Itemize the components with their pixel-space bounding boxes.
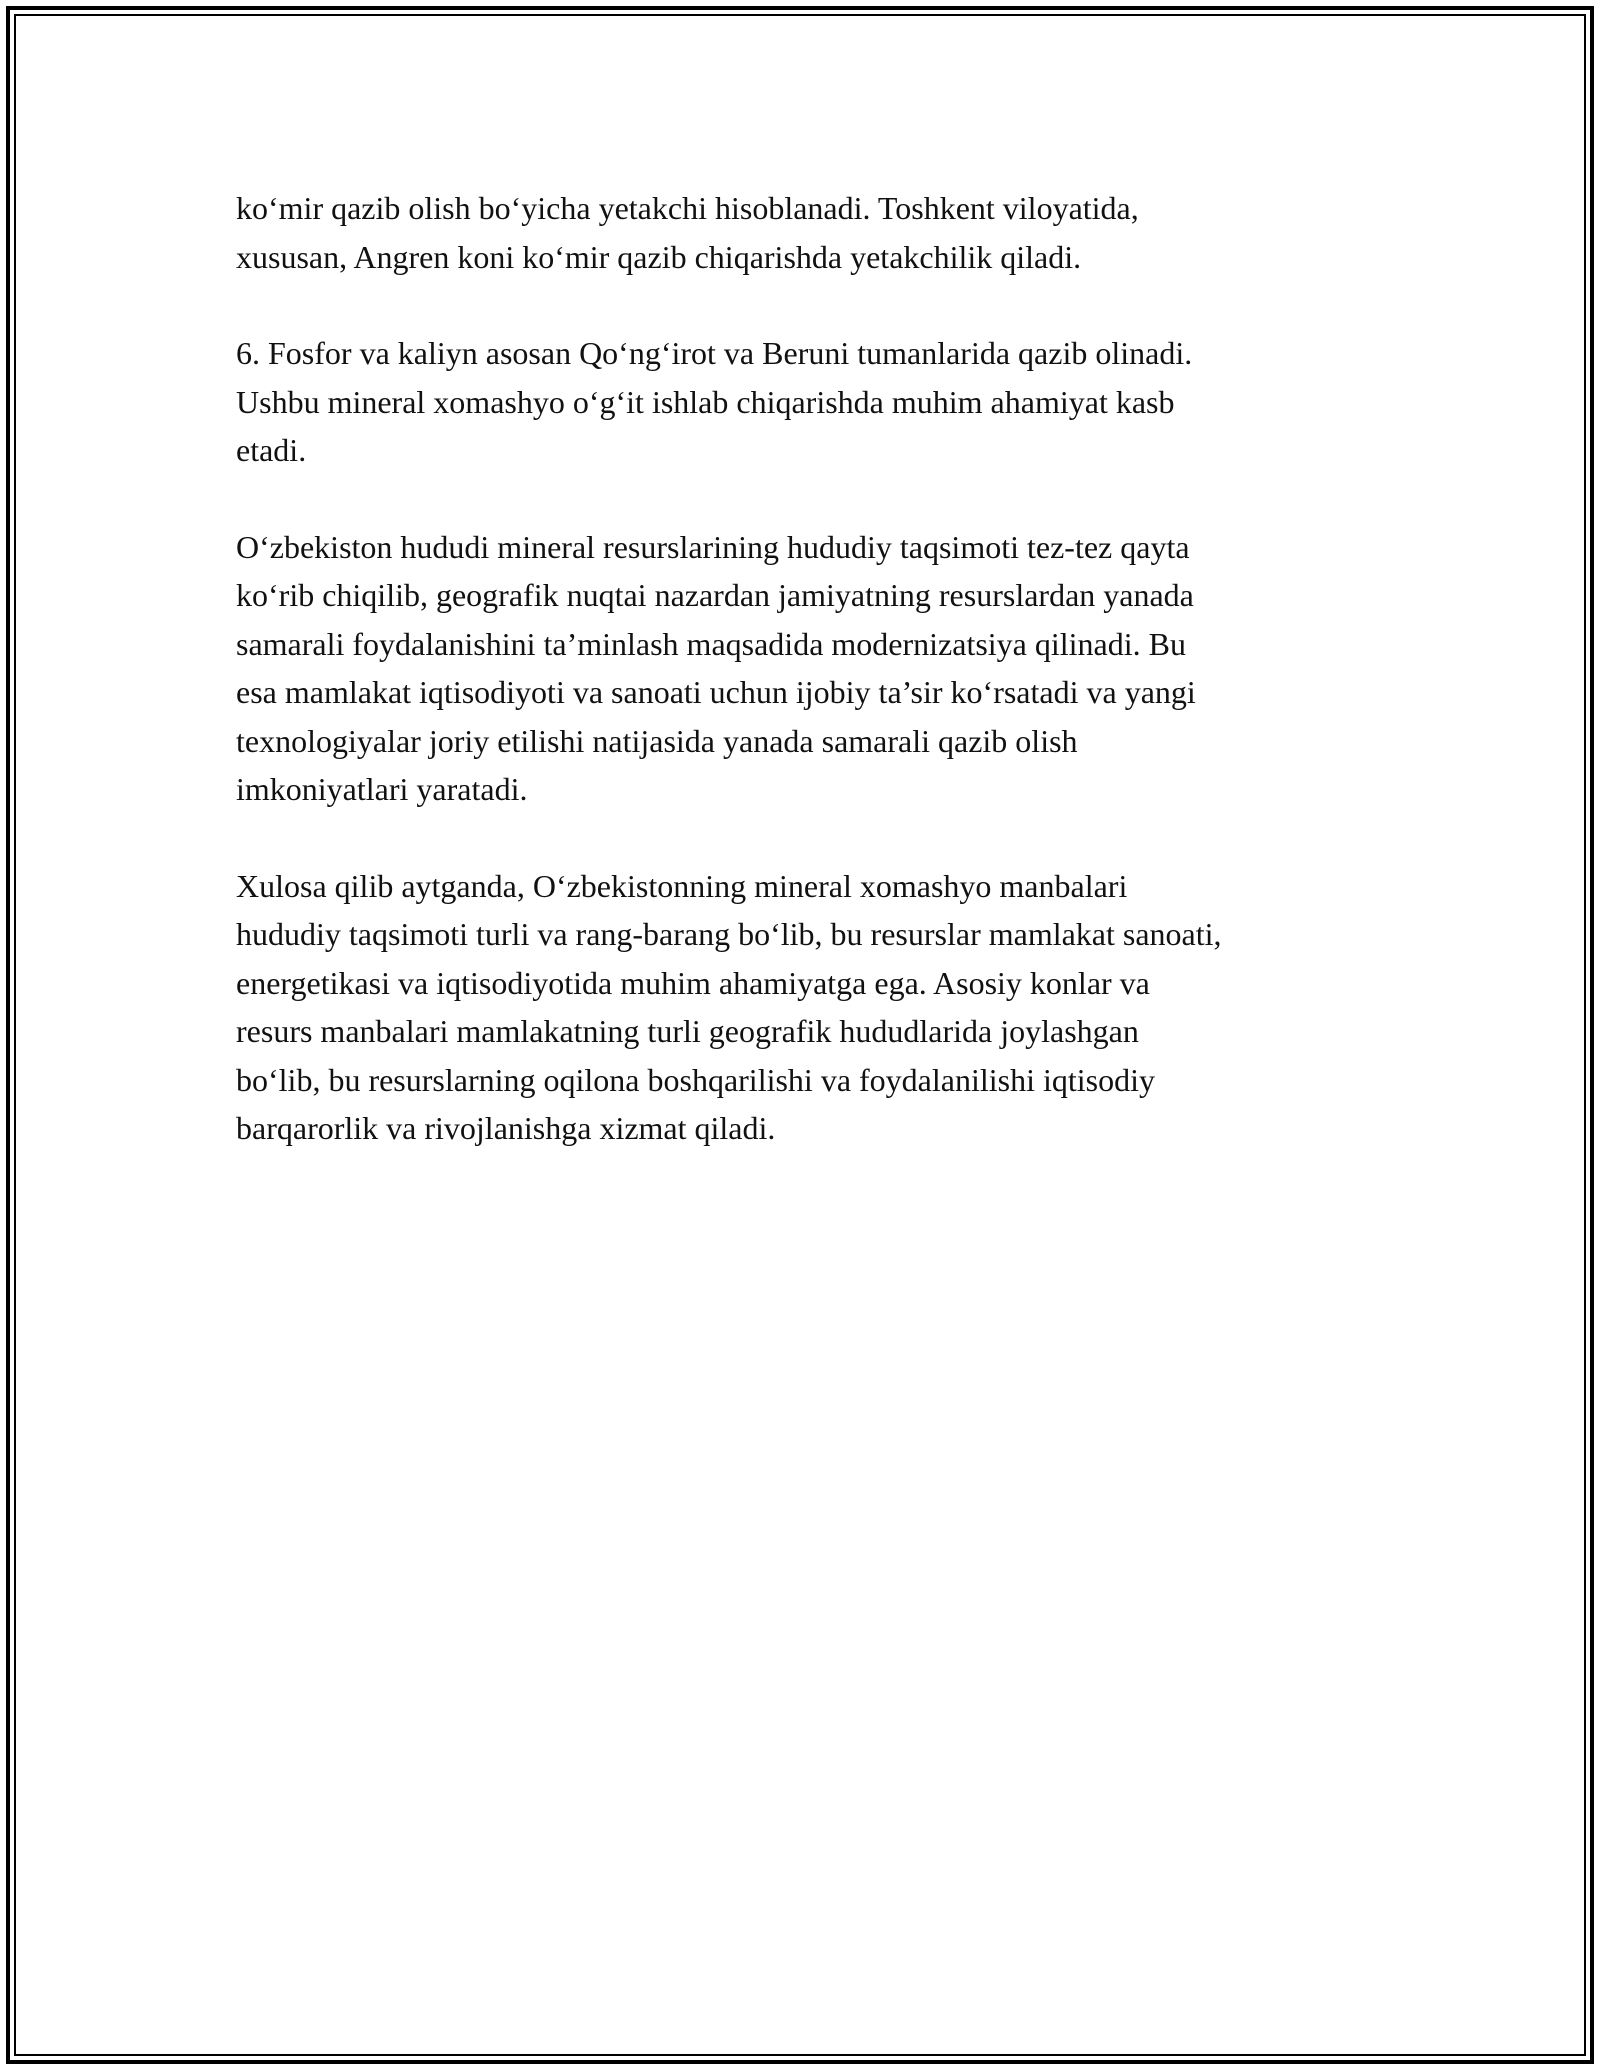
paragraph-distribution: O‘zbekiston hududi mineral resurslarining hududiy taqsimoti tez-tez qayta ko‘rib chiqilib, geografik nuqtai nazardan jamiyatning resurslardan yanada samarali foydalanishini ta’minlash maqsadida modernizatsiya qilinadi. Bu esa mamlakat iqtisodiyoti va sanoati uchun ijobiy ta’sir ko‘rsatadi va yangi texnologiyalar joriy etilishi natijasida yanada samarali qazib olish imkoniyatlari yaratadi.: [236, 528, 1196, 807]
paragraph-conclusion: Xulosa qilib aytganda, O‘zbekistonning mineral xomashyo manbalari hududiy taqsimoti turli va rang-barang bo‘lib, bu resurslar mamlakat sanoati, energetikasi va iqtisodiyotida muhim ahamiyatga ega. Asosiy konlar va resurs manbalari mamlakatning turli geografik hududlarida joylashgan bo‘lib, bu resurslarning oqilona boshqarilishi va foydalanilishi iqtisodiy barqarorlik va rivojlanishga xizmat qiladi.: [236, 867, 1222, 1146]
paragraph-phosphorus-potassium: 6. Fosfor va kaliyn asosan Qo‘ng‘irot va Beruni tumanlarida qazib olinadi. Ushbu mineral xomashyo o‘g‘it ishlab chiqarishda muhim ahamiyat kasb etadi.: [236, 335, 1193, 468]
document-body: [236, 184, 1386, 1201]
paragraph-coal: ko‘mir qazib olish bo‘yicha yetakchi hisoblanadi. Toshkent viloyatida, xususan, Angren koni ko‘mir qazib chiqarishda yetakchilik qiladi.: [236, 190, 1139, 275]
